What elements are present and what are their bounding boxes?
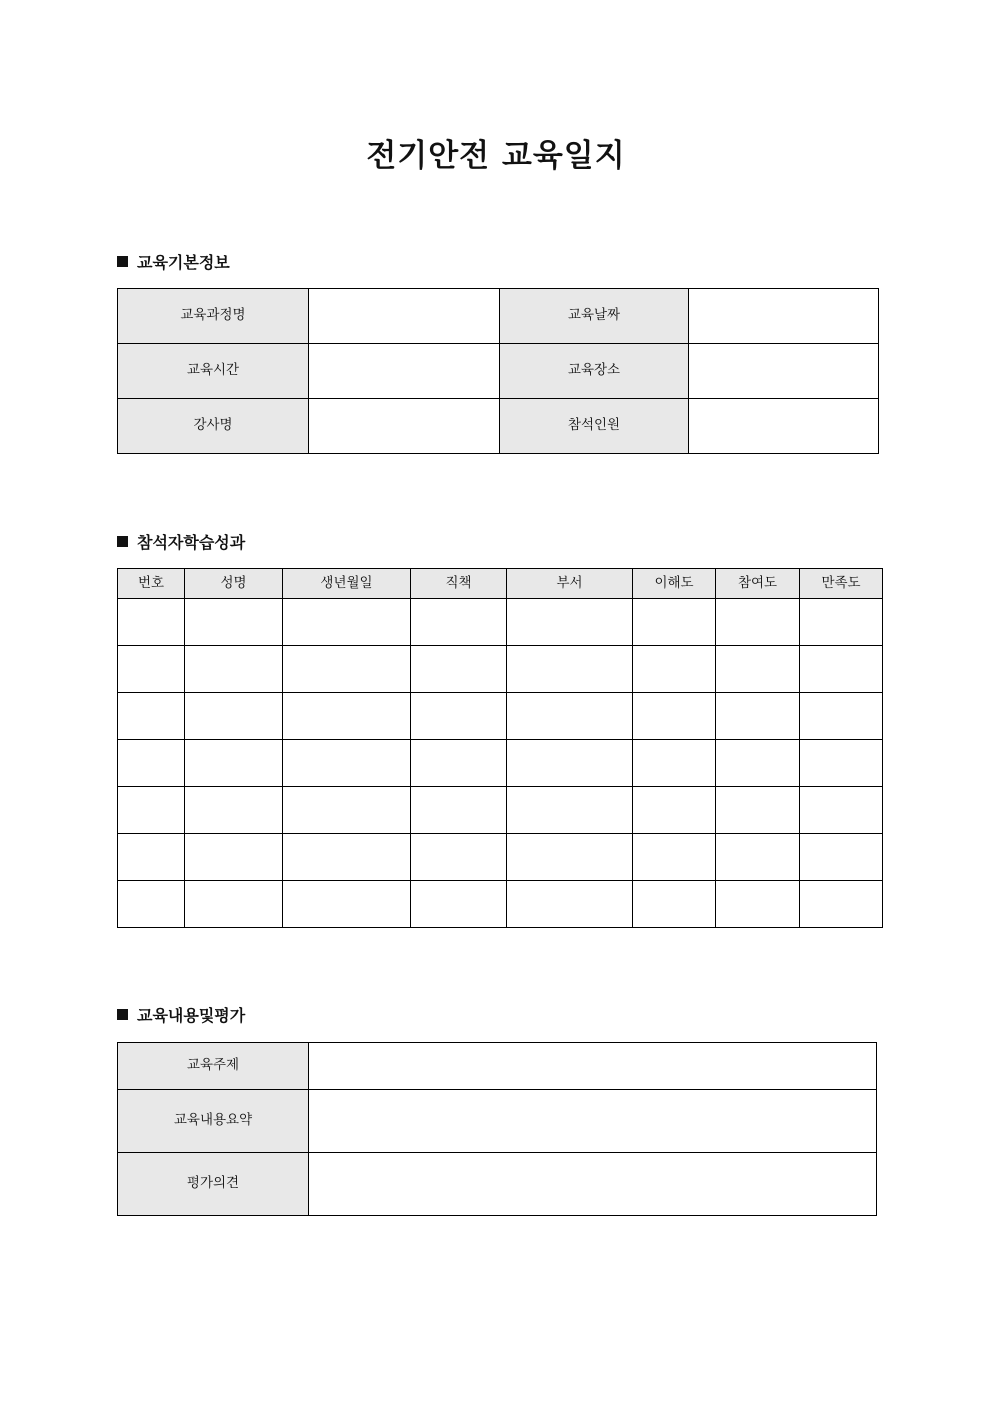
cell-satisfaction[interactable] [800, 693, 883, 740]
cell-department[interactable] [507, 693, 633, 740]
section-heading-content-evaluation [117, 1003, 245, 1026]
section-heading-label: 참석자학습성과 [137, 533, 246, 552]
cell-position[interactable] [411, 787, 507, 834]
cell-understanding[interactable] [633, 646, 716, 693]
field-label-course-place: 교육장소 [500, 344, 689, 399]
cell-name[interactable] [185, 881, 283, 928]
cell-position[interactable] [411, 740, 507, 787]
field-value-course-date[interactable] [689, 289, 879, 344]
cell-name[interactable] [185, 740, 283, 787]
field-value-course-name[interactable] [309, 289, 500, 344]
cell-participation[interactable] [716, 646, 800, 693]
cell-participation[interactable] [716, 740, 800, 787]
page-title: 전기안전 교육일지 [366, 138, 626, 174]
cell-department[interactable] [507, 881, 633, 928]
cell-satisfaction[interactable] [800, 740, 883, 787]
cell-number[interactable] [118, 599, 185, 646]
section-heading-label: 교육내용및평가 [137, 1006, 246, 1025]
field-value-instructor[interactable] [309, 399, 500, 454]
cell-department[interactable] [507, 646, 633, 693]
table-row [118, 1090, 877, 1153]
square-bullet-icon [117, 536, 128, 547]
table-row [118, 740, 883, 787]
cell-department[interactable] [507, 599, 633, 646]
table-row [118, 1043, 877, 1090]
cell-name[interactable] [185, 693, 283, 740]
field-label-course-time: 교육시간 [118, 344, 309, 399]
cell-number[interactable] [118, 740, 185, 787]
cell-position[interactable] [411, 599, 507, 646]
cell-participation[interactable] [716, 881, 800, 928]
cell-name[interactable] [185, 834, 283, 881]
field-value-education-topic[interactable] [309, 1043, 877, 1090]
table-row [118, 834, 883, 881]
column-header-department: 부서 [507, 569, 633, 599]
cell-participation[interactable] [716, 834, 800, 881]
field-value-course-time[interactable] [309, 344, 500, 399]
cell-birthdate[interactable] [283, 693, 411, 740]
column-header-satisfaction: 만족도 [800, 569, 883, 599]
cell-birthdate[interactable] [283, 881, 411, 928]
table-row [118, 693, 883, 740]
cell-understanding[interactable] [633, 740, 716, 787]
column-header-name: 성명 [185, 569, 283, 599]
cell-number[interactable] [118, 646, 185, 693]
cell-birthdate[interactable] [283, 834, 411, 881]
cell-participation[interactable] [716, 693, 800, 740]
cell-satisfaction[interactable] [800, 787, 883, 834]
section-heading-label: 교육기본정보 [137, 253, 230, 272]
cell-position[interactable] [411, 834, 507, 881]
cell-department[interactable] [507, 834, 633, 881]
cell-satisfaction[interactable] [800, 646, 883, 693]
square-bullet-icon [117, 1009, 128, 1020]
cell-satisfaction[interactable] [800, 881, 883, 928]
cell-satisfaction[interactable] [800, 834, 883, 881]
cell-department[interactable] [507, 787, 633, 834]
cell-number[interactable] [118, 881, 185, 928]
field-value-evaluation-remark[interactable] [309, 1153, 877, 1216]
cell-position[interactable] [411, 693, 507, 740]
column-header-understanding: 이해도 [633, 569, 716, 599]
cell-birthdate[interactable] [283, 599, 411, 646]
cell-understanding[interactable] [633, 787, 716, 834]
table-row [118, 787, 883, 834]
field-label-course-date: 교육날짜 [500, 289, 689, 344]
cell-birthdate[interactable] [283, 740, 411, 787]
cell-participation[interactable] [716, 787, 800, 834]
table-row [118, 599, 883, 646]
table-row [118, 289, 879, 344]
cell-name[interactable] [185, 787, 283, 834]
field-label-education-topic: 교육주제 [118, 1043, 309, 1090]
cell-birthdate[interactable] [283, 646, 411, 693]
field-label-attendees: 참석인원 [500, 399, 689, 454]
column-header-position: 직책 [411, 569, 507, 599]
section-heading-participant-results [117, 530, 245, 553]
basic-info-table [117, 288, 879, 454]
participants-table [117, 568, 883, 928]
field-label-content-summary: 교육내용요약 [118, 1090, 309, 1153]
cell-number[interactable] [118, 834, 185, 881]
cell-number[interactable] [118, 693, 185, 740]
section-heading-basic-info [117, 250, 230, 273]
cell-satisfaction[interactable] [800, 599, 883, 646]
cell-position[interactable] [411, 646, 507, 693]
table-row [118, 399, 879, 454]
field-value-course-place[interactable] [689, 344, 879, 399]
cell-birthdate[interactable] [283, 787, 411, 834]
cell-understanding[interactable] [633, 881, 716, 928]
cell-understanding[interactable] [633, 834, 716, 881]
table-row [118, 1153, 877, 1216]
table-row [118, 344, 879, 399]
cell-name[interactable] [185, 599, 283, 646]
cell-name[interactable] [185, 646, 283, 693]
column-header-participation: 참여도 [716, 569, 800, 599]
table-header-row [118, 569, 883, 599]
table-row [118, 881, 883, 928]
column-header-number: 번호 [118, 569, 185, 599]
cell-participation[interactable] [716, 599, 800, 646]
cell-department[interactable] [507, 740, 633, 787]
field-value-attendees[interactable] [689, 399, 879, 454]
field-label-instructor: 강사명 [118, 399, 309, 454]
table-row [118, 646, 883, 693]
field-value-content-summary[interactable] [309, 1090, 877, 1153]
column-header-birthdate: 생년월일 [283, 569, 411, 599]
cell-understanding[interactable] [633, 693, 716, 740]
cell-understanding[interactable] [633, 599, 716, 646]
square-bullet-icon [117, 256, 128, 267]
field-label-course-name: 교육과정명 [118, 289, 309, 344]
content-evaluation-table [117, 1042, 877, 1216]
cell-position[interactable] [411, 881, 507, 928]
field-label-evaluation-remark: 평가의견 [118, 1153, 309, 1216]
cell-number[interactable] [118, 787, 185, 834]
